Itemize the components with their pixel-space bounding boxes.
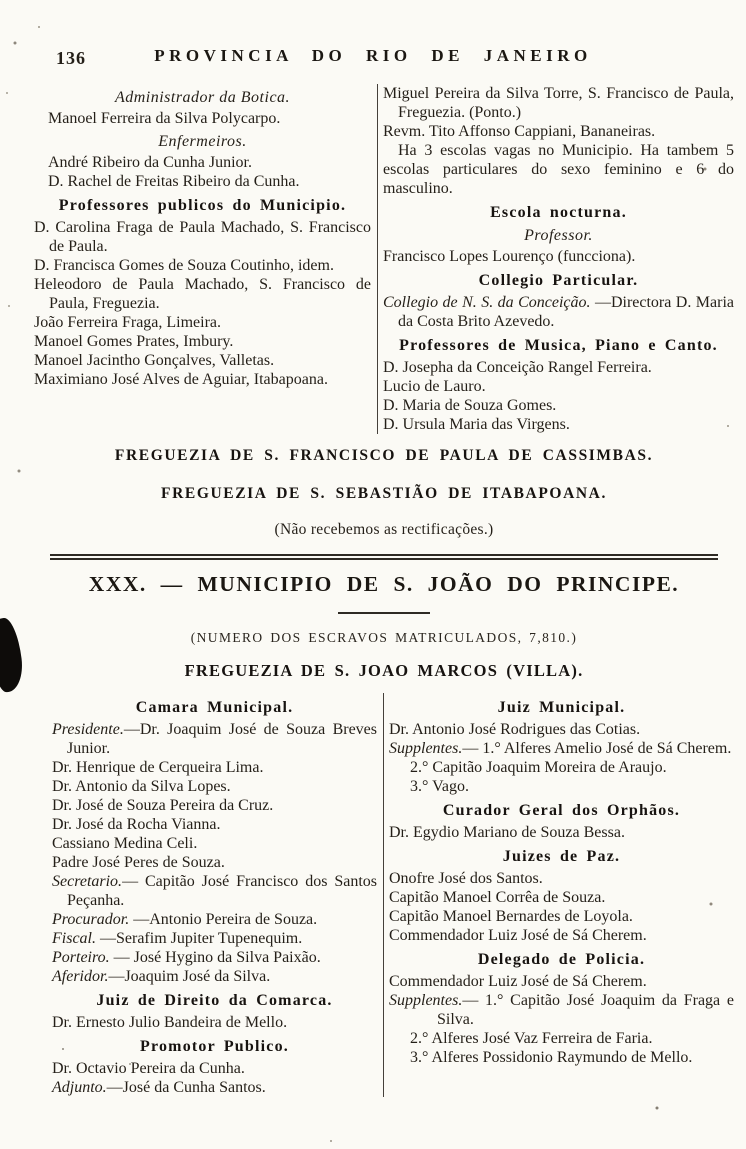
directory-entry: Manoel Ferreira da Silva Polycarpo.	[48, 110, 281, 127]
directory-entry: Lucio de Lauro.	[383, 378, 486, 395]
section-heading-camara-municipal: Camara Municipal.	[135, 699, 294, 716]
section-heading-juiz-municipal: Juiz Municipal.	[497, 699, 626, 716]
directory-entry: João Ferreira Fraga, Limeira.	[34, 314, 222, 331]
role-name: —José da Cunha Santos.	[106, 1079, 266, 1096]
heading-freguezia-cassimbas: FREGUEZIA DE S. FRANCISCO DE PAULA DE CASSIMBAS.	[114, 447, 654, 464]
directory-entry: D. Maria de Souza Gomes.	[383, 397, 557, 414]
bottom-two-column-section	[34, 693, 734, 1097]
official-entry	[52, 948, 377, 967]
role-name: —Serafim Jupiter Tupenequim.	[96, 930, 303, 947]
directory-entry: André Ribeiro da Cunha Junior.	[48, 154, 252, 171]
directory-entry: D. Francisca Gomes de Souza Coutinho, idem.	[34, 257, 334, 274]
supplente-item: 3.° Alferes Possidonio Raymundo de Mello.	[410, 1049, 693, 1066]
directory-entry: D. Josepha da Conceição Rangel Ferreira.	[383, 359, 652, 376]
rectifications-note: (Não recebemos as rectificações.)	[274, 521, 494, 538]
official-entry	[52, 872, 377, 910]
supplente-item: 3.° Vago.	[410, 778, 469, 795]
directory-entry: D. Carolina Fraga de Paula Machado, S. Francisco de Paula.	[34, 219, 371, 255]
presidente-entry	[52, 720, 377, 758]
directory-entry: D. Rachel de Freitas Ribeiro da Cunha.	[48, 173, 300, 190]
escolas-note: Ha 3 escolas vagas no Municipio. Ha tambem 5 escolas particulares do sexo feminino e 6 do masculino.	[383, 142, 734, 197]
role-label: Presidente.	[52, 721, 124, 738]
role-label: Supplentes.	[389, 740, 463, 757]
role-name: — Capitão José Francisco dos Santos Peçanha.	[67, 873, 377, 909]
supplente-first: — 1.° Alferes Amelio José de Sá Cherem.	[462, 740, 732, 757]
role-label: Procurador.	[52, 911, 130, 928]
directory-entry: Dr. Octavio Pereira da Cunha.	[52, 1060, 245, 1077]
directory-entry: Revm. Tito Affonso Cappiani, Bananeiras.	[383, 123, 656, 140]
section-heading-collegio-particular: Collegio Particular.	[478, 272, 639, 289]
role-label: Fiscal.	[52, 930, 96, 947]
scan-specks	[0, 0, 2, 2]
section-heading-professores-musica: Professores de Musica, Piano e Canto.	[399, 337, 718, 354]
double-horizontal-rule	[50, 554, 718, 560]
role-name: —Joaquim José da Silva.	[108, 968, 271, 985]
page-content	[34, 84, 734, 1097]
directory-entry: Dr. Antonio José Rodrigues das Cotias.	[389, 721, 641, 738]
section-heading-juizes-paz: Juizes de Paz.	[502, 848, 621, 865]
bottom-right-column	[383, 693, 734, 1097]
heading-freguezia-itabapoana: FREGUEZIA DE S. SEBASTIÃO DE ITABAPOANA.	[161, 485, 607, 502]
directory-entry: Dr. José de Souza Pereira da Cruz.	[52, 797, 274, 814]
directory-entry: Manoel Gomes Prates, Imbury.	[34, 333, 234, 350]
heading-freguezia-villa: FREGUEZIA DE S. JOAO MARCOS (VILLA).	[184, 661, 584, 680]
directory-entry: Capitão Manoel Bernardes de Loyola.	[389, 908, 633, 925]
escravos-matriculados-note: (NUMERO DOS ESCRAVOS MATRICULADOS, 7,810.)	[190, 630, 578, 645]
directory-entry: Capitão Manoel Corrêa de Souza.	[389, 889, 606, 906]
section-heading-enfermeiros: Enfermeiros.	[158, 133, 247, 150]
role-name: —Antonio Pereira de Souza.	[129, 911, 318, 928]
directory-entry: Onofre José dos Santos.	[389, 870, 543, 887]
collegio-entry	[383, 293, 734, 331]
directory-entry: Commendador Luiz José de Sá Cherem.	[389, 973, 647, 990]
section-heading-escola-nocturna: Escola nocturna.	[490, 204, 627, 221]
section-heading-juiz-direito: Juiz de Direito da Comarca.	[96, 992, 333, 1009]
top-right-column	[377, 84, 734, 434]
supplente-item: 2.° Capitão Joaquim Moreira de Araujo.	[410, 759, 667, 776]
directory-entry: D. Ursula Maria das Virgens.	[383, 416, 570, 433]
directory-entry: Dr. Henrique de Cerqueira Lima.	[52, 759, 264, 776]
directory-entry: Cassiano Medina Celi.	[52, 835, 198, 852]
collegio-directora: —Directora D. Maria da Costa Brito Azevedo.	[398, 294, 734, 330]
role-name: —Dr. Joaquim José de Souza Breves Junior.	[67, 721, 377, 757]
official-entry	[52, 967, 377, 986]
official-entry	[52, 929, 377, 948]
role-label: Secretario.	[52, 873, 123, 890]
directory-entry: Dr. Egydio Mariano de Souza Bessa.	[389, 824, 625, 841]
adjunto-entry	[52, 1078, 377, 1097]
page-header	[0, 46, 746, 72]
role-label: Porteiro.	[52, 949, 110, 966]
directory-entry: Manoel Jacintho Gonçalves, Valletas.	[34, 352, 275, 369]
section-heading-curador: Curador Geral dos Orphãos.	[442, 802, 681, 819]
bottom-left-column	[34, 693, 383, 1097]
supplente-item: 2.° Alferes José Vaz Ferreira de Faria.	[410, 1030, 653, 1047]
section-heading-professores-publicos: Professores publicos do Municipio.	[58, 197, 347, 214]
directory-entry: Commendador Luiz José de Sá Cherem.	[389, 927, 647, 944]
official-entry	[52, 910, 377, 929]
section-heading-promotor: Promotor Publico.	[139, 1038, 290, 1055]
role-label: Supplentes.	[389, 992, 463, 1009]
top-left-column	[34, 84, 377, 434]
directory-entry: Dr. José da Rocha Vianna.	[52, 816, 221, 833]
directory-entry: Dr. Antonio da Silva Lopes.	[52, 778, 231, 795]
page-number: 136	[56, 48, 86, 68]
short-horizontal-rule	[338, 612, 430, 614]
role-name: — José Hygino da Silva Paixão.	[109, 949, 321, 966]
municipio-title: XXX. — MUNICIPIO DE S. JOÃO DO PRINCIPE.	[88, 572, 680, 596]
directory-entry: Maximiano José Alves de Aguiar, Itabapoana.	[34, 371, 328, 388]
directory-entry: Miguel Pereira da Silva Torre, S. Francisco de Paula, Freguezia. (Ponto.)	[383, 85, 734, 121]
section-heading-delegado: Delegado de Policia.	[477, 951, 646, 968]
top-two-column-section	[34, 84, 734, 434]
supplentes-entry	[389, 991, 734, 1029]
role-label: Aferidor.	[52, 968, 109, 985]
collegio-name: Collegio de N. S. da Conceição.	[383, 294, 591, 311]
running-title: PROVINCIA DO RIO DE JANEIRO	[154, 46, 592, 65]
supplentes-entry	[389, 739, 734, 758]
directory-entry: Francisco Lopes Lourenço (funcciona).	[383, 248, 636, 265]
ink-blot-artifact	[0, 616, 25, 693]
role-label: Adjunto.	[52, 1079, 107, 1096]
section-heading-administrador: Administrador da Botica.	[114, 89, 291, 106]
directory-entry: Padre José Peres de Souza.	[52, 854, 225, 871]
directory-entry: Dr. Ernesto Julio Bandeira de Mello.	[52, 1014, 288, 1031]
section-heading-professor: Professor.	[524, 227, 593, 244]
directory-entry: Heleodoro de Paula Machado, S. Francisco de Paula, Freguezia.	[34, 276, 371, 312]
supplente-first: — 1.° Capitão José Joaquim da Fraga e Silva.	[437, 992, 734, 1028]
